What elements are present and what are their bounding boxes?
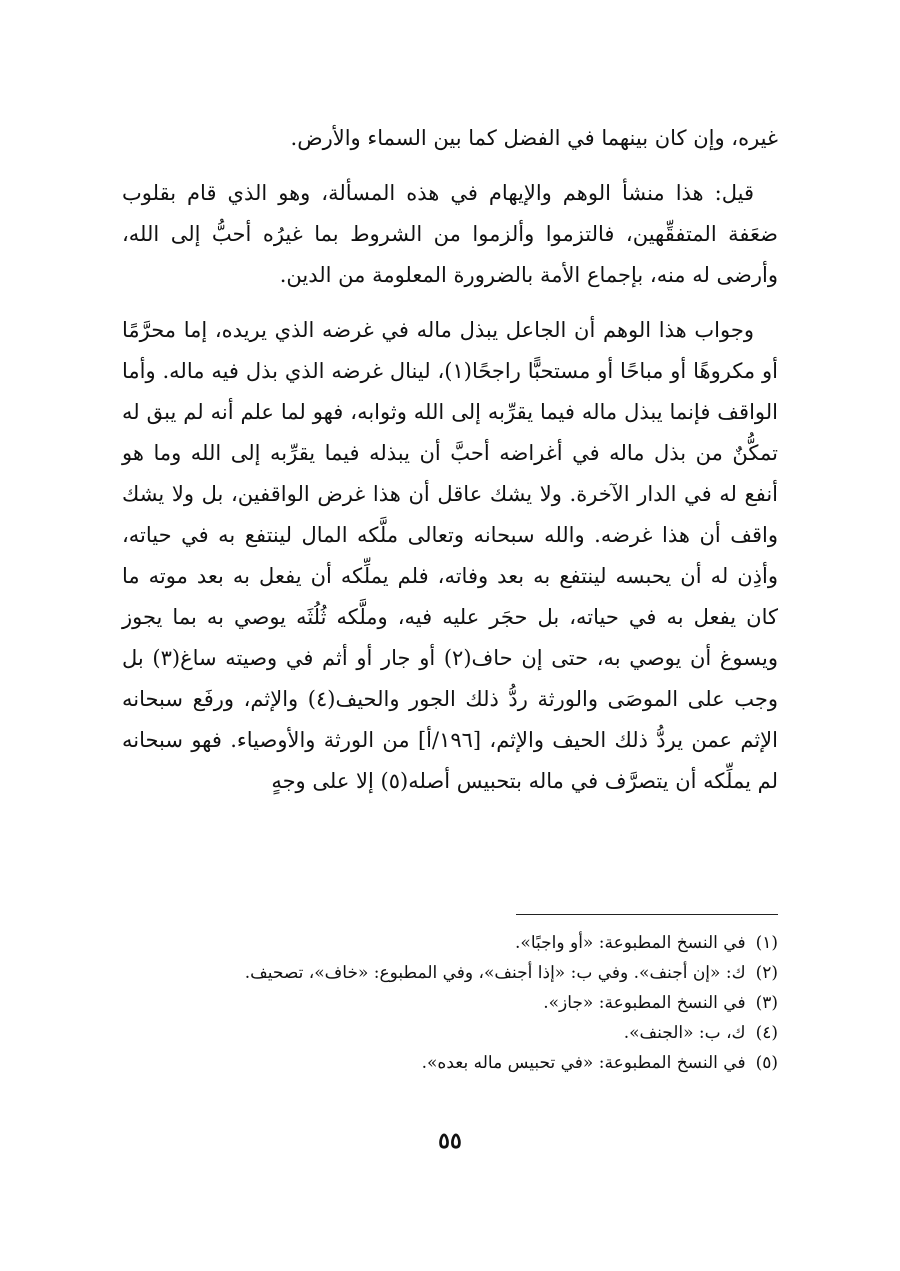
footnote-4-text: ك، ب: «الجنف». — [623, 1023, 746, 1043]
page-number: ٥٥ — [438, 1128, 462, 1154]
paragraph-1 — [122, 118, 778, 159]
body-text — [122, 118, 778, 816]
footnote-1 — [122, 928, 778, 958]
footnote-3-text: في النسخ المطبوعة: «جاز». — [543, 993, 746, 1013]
footnote-2 — [122, 958, 778, 988]
footnote-4-number: (٤) — [755, 1023, 778, 1043]
footnote-2-number: (٢) — [755, 963, 778, 983]
footnote-separator — [516, 914, 778, 915]
paragraph-1-text: غيره، وإن كان بينهما في الفضل كما بين السماء والأرض. — [290, 126, 778, 150]
paragraph-3 — [122, 310, 778, 802]
paragraph-3-text: وجواب هذا الوهم أن الجاعل يبذل ماله في غرضه الذي يريده، إما محرَّمًا أو مكروهًا أو مباحًا أو مستحبًّا راجحًا(١)، لينال غرضه الذي بذل فيه ماله. وأما الواقف فإنما يبذل ماله فيما يقرِّبه إلى الله وثوابه، فهو لما علم أنه لم يبق له تمكُّنٌ من بذل ماله في أغراضه أحبَّ أن يبذله فيما يقرِّبه إلى الله وما هو أنفع له في الدار الآخرة. ولا يشك عاقل أن هذا غرض الواقفين، بل ولا يشك واقف أن هذا غرضه. والله سبحانه وتعالى ملَّكه المال لينتفع به في حياته، وأذِن له أن يحبسه لينتفع به بعد وفاته، فلم يملِّكه أن يفعل به بعد موته ما كان يفعل به في حياته، بل حجَر عليه فيه، وملَّكه ثُلُثَه يوصي به بما يجوز ويسوغ أن يوصي به، حتى إن حاف(٢) أو جار أو أثم في وصيته ساغ(٣) بل وجب على الموصَى والورثة ردُّ ذلك الجور والحيف(٤) والإثم، ورفَع سبحانه الإثم عمن يردُّ ذلك الحيف والإثم، [١٩٦/أ] من الورثة والأوصياء. فهو سبحانه لم يملِّكه أن يتصرَّف في ماله بتحبيس أصله(٥) إلا على وجهٍ — [122, 318, 779, 793]
footnote-3-number: (٣) — [755, 993, 778, 1013]
footnote-1-number: (١) — [755, 933, 778, 953]
footnotes — [122, 928, 778, 1078]
footnote-5-text: في النسخ المطبوعة: «في تحبيس ماله بعده». — [421, 1053, 746, 1073]
paragraph-2 — [122, 173, 778, 296]
footnote-3 — [122, 988, 778, 1018]
footnote-5-number: (٥) — [755, 1053, 778, 1073]
footnote-2-text: ك: «إن أجنف». وفي ب: «إذا أجنف»، وفي المطبوع: «خاف»، تصحيف. — [244, 963, 746, 983]
footnote-1-text: في النسخ المطبوعة: «أو واجبًا». — [515, 933, 746, 953]
footnote-5 — [122, 1048, 778, 1078]
footnote-4 — [122, 1018, 778, 1048]
paragraph-2-text: قيل: هذا منشأ الوهم والإيهام في هذه المسألة، وهو الذي قام بقلوب ضعَفة المتفقِّهين، فالتزموا وألزموا من الشروط بما غيرُه أحبُّ إلى الله، وأرضى له منه، بإجماع الأمة بالضرورة المعلومة من الدين. — [122, 181, 778, 287]
